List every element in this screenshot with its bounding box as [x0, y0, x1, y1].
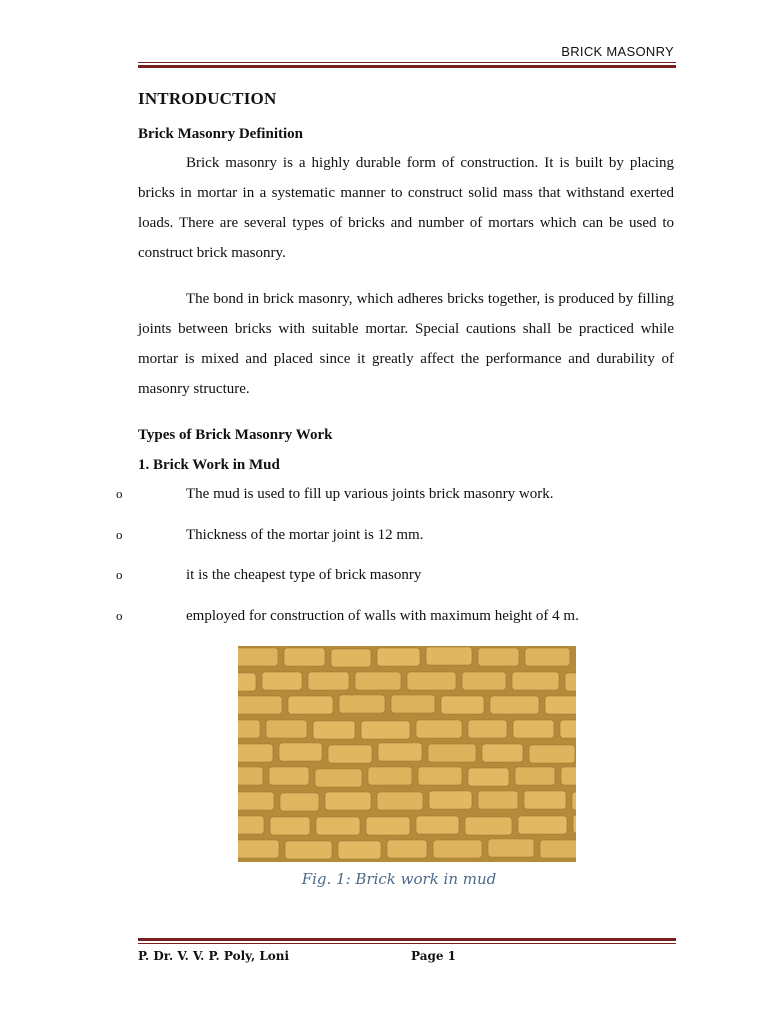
brick — [361, 721, 410, 739]
brick — [478, 791, 518, 809]
brick — [238, 792, 274, 810]
brick — [391, 695, 435, 713]
mud-work-title: 1. Brick Work in Mud — [138, 457, 280, 473]
bullet-marker: o — [116, 486, 123, 501]
brick — [433, 840, 482, 858]
brick — [416, 816, 459, 834]
brick — [288, 696, 333, 714]
types-heading: Types of Brick Masonry Work — [138, 427, 333, 443]
bullet-marker: o — [116, 527, 123, 542]
brick — [366, 817, 410, 835]
brick — [488, 839, 534, 857]
brick — [270, 817, 310, 835]
brick — [238, 744, 273, 762]
brick — [377, 792, 423, 810]
brick — [416, 720, 462, 738]
definition-paragraph-2: The bond in brick masonry, which adheres bricks together, is produced by filling joints between bricks with suitable mortar. Special cautions shall be practiced while mortar is mixed and placed since it greatly affect the performance and durability of masonry structure. — [138, 291, 674, 397]
bullet-text: The mud is used to fill up various joints brick masonry work. — [186, 486, 554, 502]
brick — [545, 696, 576, 714]
running-header: BRICK MASONRY — [561, 44, 674, 59]
definition-paragraph-1: Brick masonry is a highly durable form of construction. It is built by placing bricks in mortar in a systematic manner to construct solid mass that withstand exerted loads. There are several types of bricks and number of mortars which can be used to construct brick masonry. — [138, 155, 674, 261]
brick — [316, 817, 360, 835]
bullet-text: it is the cheapest type of brick masonry — [186, 567, 422, 583]
page-number: Page 1 — [411, 949, 457, 963]
brick — [339, 695, 385, 713]
definition-subheading: Brick Masonry Definition — [138, 126, 303, 142]
section-heading: INTRODUCTION — [138, 89, 277, 108]
brick — [325, 792, 371, 810]
brick — [280, 793, 319, 811]
brick — [441, 696, 484, 714]
bullet-text: employed for construction of walls with maximum height of 4 m. — [186, 608, 579, 624]
bullet-item — [116, 527, 676, 544]
brick — [368, 767, 412, 785]
brick — [238, 648, 278, 666]
brick-pattern — [238, 646, 576, 862]
bullet-marker: o — [116, 567, 123, 582]
brick — [315, 769, 362, 787]
brick — [515, 767, 555, 785]
brick — [512, 672, 559, 690]
brick — [378, 743, 422, 761]
brick — [565, 673, 576, 691]
brick — [238, 720, 260, 738]
brick — [478, 648, 519, 666]
brick — [468, 720, 507, 738]
brick — [524, 791, 566, 809]
figure-caption: Fig. 1: Brick work in mud — [301, 870, 497, 888]
brick — [482, 744, 523, 762]
footer-institution: P. Dr. V. V. P. Poly, Loni — [138, 949, 290, 963]
brick — [462, 672, 506, 690]
brick-wall-image — [238, 646, 576, 862]
brick — [407, 672, 456, 690]
brick — [238, 673, 256, 691]
bullet-item — [116, 608, 676, 625]
brick — [262, 672, 302, 690]
footer-rule — [138, 938, 676, 944]
brick — [355, 672, 401, 690]
brick — [560, 720, 576, 738]
brick — [387, 840, 427, 858]
brick — [279, 743, 322, 761]
brick — [284, 648, 325, 666]
brick — [285, 841, 332, 859]
brick — [418, 767, 462, 785]
brick — [525, 648, 570, 666]
brick — [518, 816, 567, 834]
brick — [331, 649, 371, 667]
brick — [573, 815, 576, 833]
brick — [428, 744, 476, 762]
brick — [561, 767, 576, 785]
brick — [238, 767, 263, 785]
brick — [490, 696, 539, 714]
brick — [266, 720, 307, 738]
brick — [308, 672, 349, 690]
brick — [269, 767, 309, 785]
brick — [238, 840, 279, 858]
brick — [238, 696, 282, 714]
bullet-item — [116, 486, 676, 503]
brick — [465, 817, 512, 835]
brick — [377, 648, 420, 666]
brick — [426, 647, 472, 665]
brick — [429, 791, 472, 809]
bullet-item — [116, 567, 676, 584]
bullet-marker: o — [116, 608, 123, 623]
brick — [313, 721, 355, 739]
brick — [238, 816, 264, 834]
brick — [572, 792, 576, 810]
bullet-text: Thickness of the mortar joint is 12 mm. — [186, 527, 424, 543]
brick — [513, 720, 554, 738]
brick — [328, 745, 372, 763]
brick — [338, 841, 381, 859]
brick — [529, 745, 575, 763]
brick — [540, 840, 576, 858]
brick — [468, 768, 509, 786]
header-rule — [138, 62, 676, 68]
